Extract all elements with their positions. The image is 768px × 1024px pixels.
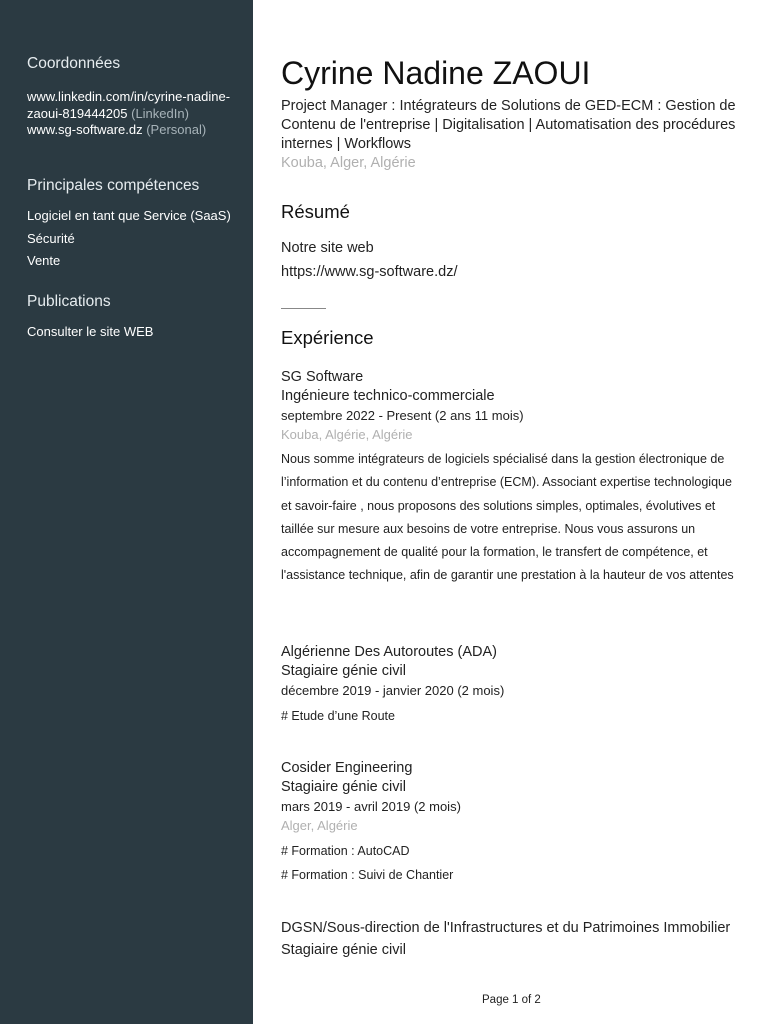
publications-section	[27, 293, 247, 344]
linkedin-link[interactable]	[27, 89, 247, 122]
skill-item: Sécurité	[27, 230, 75, 246]
job-description: Nous somme intégrateurs de logiciels spécialisé dans la gestion électronique de l’information et du contenu d’entreprise (ECM). Associant expertise technologique et savoir-faire , nous proposons des solutions simples, optimales, évolutives et taillée sur mesure aux besoins de votre entreprise. Nous vous assurons un accompagnement de qualité pour la formation, le transfert de compétence, et l'assistance technique, afin de garantir une prestation à la hauteur de vos attentes	[281, 452, 734, 583]
publications-heading: Publications	[27, 293, 111, 310]
experience-title: Expérience	[281, 327, 374, 348]
experience-item	[281, 917, 741, 960]
job-bullet: # Formation : AutoCAD	[281, 844, 410, 858]
experience-item	[281, 642, 741, 728]
personal-site-link[interactable]	[27, 122, 247, 139]
skills-heading: Principales compétences	[27, 177, 200, 194]
job-role: Stagiaire génie civil	[281, 779, 406, 795]
job-role: Ingénieure technico-commerciale	[281, 388, 495, 404]
skill-item: Logiciel en tant que Service (SaaS)	[27, 208, 231, 223]
linkedin-tag: (LinkedIn)	[131, 105, 189, 121]
job-bullet: # Formation : Suivi de Chantier	[281, 868, 454, 882]
contact-section	[27, 55, 247, 139]
resume-link[interactable]: https://www.sg-software.dz/	[281, 264, 458, 280]
resume-body	[281, 236, 457, 284]
profile-headline: Project Manager : Intégrateurs de Solutions de GED-ECM : Gestion de Contenu de l'entreprise | Digitalisation | Automatisation des procédures internes | Workflows	[281, 98, 736, 152]
company-name: Cosider Engineering	[281, 760, 413, 776]
section-divider	[281, 308, 326, 309]
skills-section	[27, 177, 247, 273]
resume-title: Résumé	[281, 201, 350, 222]
job-location: Alger, Algérie	[281, 818, 358, 833]
site-url[interactable]: www.sg-software.dz	[27, 122, 143, 137]
job-dates: septembre 2022 - Present (2 ans 11 mois)	[281, 408, 524, 423]
contact-heading: Coordonnées	[27, 55, 121, 72]
sidebar	[0, 0, 253, 1024]
company-name: SG Software	[281, 369, 364, 385]
profile-location: Kouba, Alger, Algérie	[281, 155, 416, 171]
resume-line: Notre site web	[281, 240, 374, 256]
company-name: DGSN/Sous-direction de l'Infrastructures et du Patrimoines Immobilier	[281, 920, 731, 936]
job-location: Kouba, Algérie, Algérie	[281, 427, 413, 442]
publication-item[interactable]: Consulter le site WEB	[27, 324, 154, 339]
company-name: Algérienne Des Autoroutes (ADA)	[281, 644, 497, 660]
job-dates: mars 2019 - avril 2019 (2 mois)	[281, 799, 461, 814]
job-dates: décembre 2019 - janvier 2020 (2 mois)	[281, 683, 505, 698]
profile-name: Cyrine Nadine ZAOUI	[281, 55, 591, 91]
job-role: Stagiaire génie civil	[281, 942, 406, 958]
experience-item	[281, 367, 741, 588]
experience-item	[281, 758, 741, 887]
job-bullet: # Etude d’une Route	[281, 709, 395, 723]
site-tag: (Personal)	[146, 122, 207, 137]
job-role: Stagiaire génie civil	[281, 663, 406, 679]
skill-item: Vente	[27, 253, 61, 268]
page-number: Page 1 of 2	[482, 994, 541, 1006]
linkedin-url[interactable]: www.linkedin.com/in/cyrine-nadine-zaoui-819444205	[27, 89, 231, 121]
